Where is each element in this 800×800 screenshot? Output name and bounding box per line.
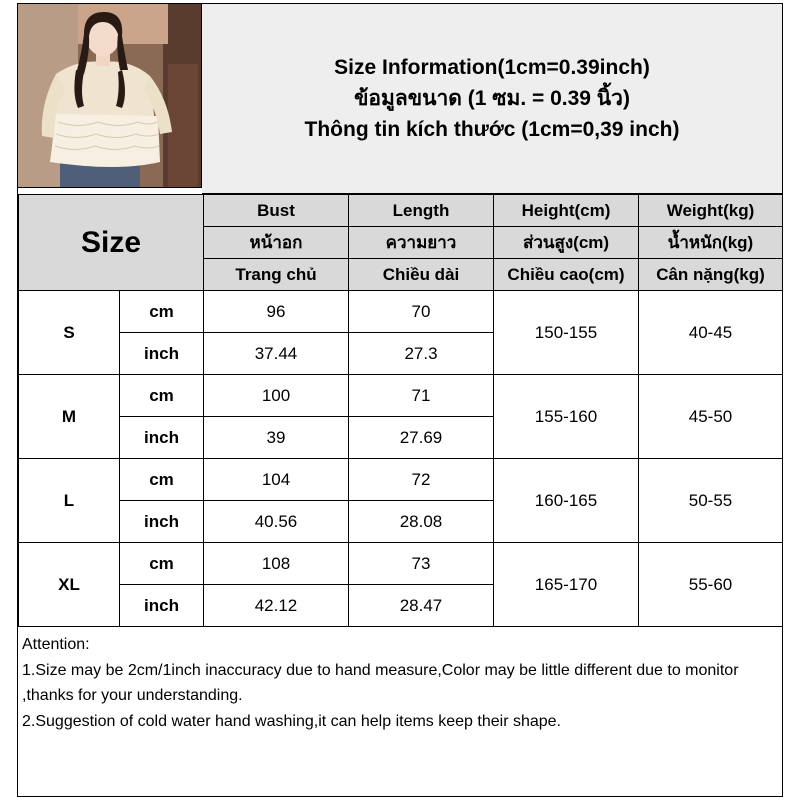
- size-chart-sheet: [17, 3, 783, 797]
- col-header-length-en: Length: [349, 195, 494, 227]
- col-header-bust-th: หน้าอก: [204, 227, 349, 259]
- bust-cm-cell: 100: [204, 375, 349, 417]
- col-header-weight-vi: Cân nặng(kg): [639, 259, 783, 291]
- size-table: [18, 194, 783, 627]
- col-header-height-vi: Chiều cao(cm): [494, 259, 639, 291]
- length-inch-cell: 28.47: [349, 585, 494, 627]
- attention-note-2: 2.Suggestion of cold water hand washing,it can help items keep their shape.: [22, 712, 561, 730]
- length-inch-cell: 28.08: [349, 501, 494, 543]
- size-header-cell: Size: [19, 195, 204, 291]
- table-row: [19, 459, 783, 501]
- height-cell: 160-165: [494, 459, 639, 543]
- bust-inch-cell: 42.12: [204, 585, 349, 627]
- unit-cell: inch: [120, 501, 204, 543]
- col-header-bust-en: Bust: [204, 195, 349, 227]
- length-cm-cell: 71: [349, 375, 494, 417]
- unit-cell: cm: [120, 291, 204, 333]
- weight-cell: 45-50: [639, 375, 783, 459]
- size-cell: M: [19, 375, 120, 459]
- col-header-weight-en: Weight(kg): [639, 195, 783, 227]
- bust-inch-cell: 40.56: [204, 501, 349, 543]
- size-information-header: [202, 4, 782, 194]
- table-row: [19, 291, 783, 333]
- length-inch-cell: 27.69: [349, 417, 494, 459]
- size-cell: XL: [19, 543, 120, 627]
- table-row: [19, 543, 783, 585]
- height-cell: 150-155: [494, 291, 639, 375]
- bust-inch-cell: 37.44: [204, 333, 349, 375]
- bust-cm-cell: 104: [204, 459, 349, 501]
- title-english: Size Information(1cm=0.39inch): [334, 56, 650, 79]
- unit-cell: cm: [120, 459, 204, 501]
- length-cm-cell: 72: [349, 459, 494, 501]
- col-header-height-th: ส่วนสูง(cm): [494, 227, 639, 259]
- model-photo-illustration: [18, 4, 202, 188]
- size-cell: L: [19, 459, 120, 543]
- unit-cell: inch: [120, 333, 204, 375]
- col-header-weight-th: น้ำหนัก(kg): [639, 227, 783, 259]
- unit-cell: cm: [120, 543, 204, 585]
- length-cm-cell: 70: [349, 291, 494, 333]
- bust-inch-cell: 39: [204, 417, 349, 459]
- table-row: [19, 375, 783, 417]
- unit-cell: cm: [120, 375, 204, 417]
- product-photo: [18, 4, 202, 188]
- bust-cm-cell: 96: [204, 291, 349, 333]
- col-header-length-vi: Chiều dài: [349, 259, 494, 291]
- weight-cell: 40-45: [639, 291, 783, 375]
- height-cell: 155-160: [494, 375, 639, 459]
- size-cell: S: [19, 291, 120, 375]
- height-cell: 165-170: [494, 543, 639, 627]
- title-thai: ข้อมูลขนาด (1 ซม. = 0.39 นิ้ว): [354, 87, 630, 110]
- col-header-height-en: Height(cm): [494, 195, 639, 227]
- length-cm-cell: 73: [349, 543, 494, 585]
- weight-cell: 55-60: [639, 543, 783, 627]
- bust-cm-cell: 108: [204, 543, 349, 585]
- title-vietnamese: Thông tin kích thước (1cm=0,39 inch): [304, 118, 680, 141]
- unit-cell: inch: [120, 417, 204, 459]
- weight-cell: 50-55: [639, 459, 783, 543]
- col-header-length-th: ความยาว: [349, 227, 494, 259]
- length-inch-cell: 27.3: [349, 333, 494, 375]
- attention-note-1: 1.Size may be 2cm/1inch inaccuracy due to hand measure,Color may be little different due to monitor ,thanks for your understanding.: [22, 661, 739, 704]
- attention-notes: [18, 629, 782, 796]
- attention-heading: Attention:: [22, 636, 90, 653]
- unit-cell: inch: [120, 585, 204, 627]
- col-header-bust-vi: Trang chủ: [204, 259, 349, 291]
